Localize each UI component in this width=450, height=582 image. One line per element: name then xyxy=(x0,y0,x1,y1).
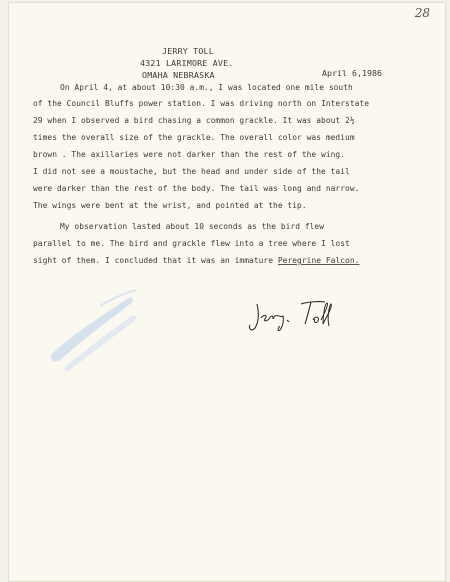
page-number: 28 xyxy=(414,6,430,20)
letter-date: April 6,1986 xyxy=(322,68,382,78)
letterhead-name: JERRY TOLL xyxy=(162,46,214,56)
body-line: brown . The axillaries were not darker than the rest of the wing. xyxy=(33,150,346,159)
body-line: 29 when I observed a bird chasing a common grackle. It was about 2½ xyxy=(33,116,355,125)
body-line: On April 4, at about 10:30 a.m., I was located one mile south xyxy=(60,83,353,92)
body-line: The wings were bent at the wrist, and pointed at the tip. xyxy=(33,201,307,210)
species-identification: Peregrine Falcon. xyxy=(277,256,360,265)
handwritten-signature xyxy=(247,298,347,334)
body-line: were darker than the rest of the body. The tail was long and narrow. xyxy=(33,184,360,193)
letterhead-street: 4321 LARIMORE AVE. xyxy=(140,58,234,68)
body-line-final xyxy=(33,256,359,265)
body-line: times the overall size of the grackle. The overall color was medium xyxy=(33,133,355,142)
letterhead-city: OMAHA NEBRASKA xyxy=(142,70,215,80)
body-line: I did not see a moustache, but the head and under side of the tail xyxy=(33,167,350,176)
body-line: of the Council Bluffs power station. I was driving north on Interstate xyxy=(33,99,370,108)
body-line: parallel to me. The bird and grackle flew into a tree where I lost xyxy=(33,239,350,248)
blue-ink-smudge xyxy=(40,286,150,376)
final-line-text: sight of them. I concluded that it was an immature xyxy=(33,256,278,265)
body-line: My observation lasted about 10 seconds as the bird flew xyxy=(60,222,325,231)
